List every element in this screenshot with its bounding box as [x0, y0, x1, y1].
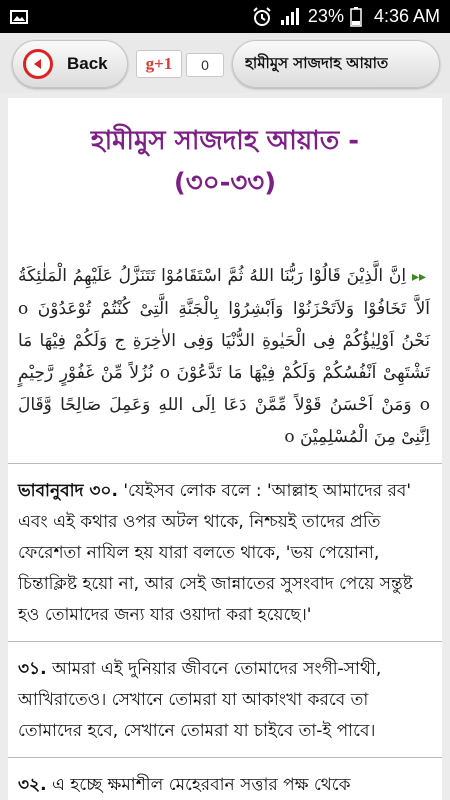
alarm-icon [252, 7, 272, 27]
paragraph-text: 'যেইসব লোক বলে : 'আল্লাহ আমাদের রব' এবং এই কথার ওপর অটল থাকে, নিশ্চয়ই তাদের প্রতি ফেরেশতা নাযিল হয় যারা বলতে থাকে, 'ভয় পেয়োনা, চিন্তাক্লিষ্ট হয়ো না, আর সেই জান্নাতের সুসংবাদ পেয়ে সন্তুষ্ট হও তোমাদের জন্য যার ওয়াদা করা হয়েছে।' [18, 481, 413, 625]
arabic-text: اِنَّ الَّذِيْنَ قَالُوْا رَبُّنَا اللهُ ثُمَّ اسْتَقَامُوْا تَتَنَزَّلُ عَلَيْهِمُ الْمَلٰئِكَةُ اَلاَّ تَخَافُوْا وَلاَتَحْزَنُوْا وَاَبْشِرُوْا بِالْجَنَّةِ الَّتِىْ كُنْتُمْ تُوْعَدُوْنَ o نَحْنُ اَوْلِيٰؤُكُمْ فِى الْحَيٰوةِ الدُّنْيَا وَفِى الاٰخِرَةِ ج وَلَكُمْ فِيْهَا مَا تَشْتَهِىْ اَنْفُسُكُمْ وَلَكُمْ فِيْهَا مَا تَدَّعُوْنَ o نُزُلاً مِّنْ غَفُوْرٍ رَّحِيْمٍ o وَمَنْ اَحْسَنُ قَوْلاً مِّمَّنْ دَعَا اِلَى اللهِ وَعَمِلَ صَالِحًا وَّقَالَ اِنَّنِىْ مِنَ الْمُسْلِمِيْنَ o [18, 266, 430, 447]
status-bar [0, 0, 450, 33]
signal-icon [280, 8, 300, 26]
gplus-count: 0 [186, 53, 224, 77]
clock: 4:36 AM [373, 6, 440, 26]
translation-paragraph [18, 476, 432, 631]
heading-line-1: হামীমুস সাজদাহ আয়াত - [90, 126, 360, 156]
gplus-button[interactable]: g+1 [136, 50, 182, 78]
back-arrow-icon [23, 49, 53, 79]
battery-icon [350, 7, 362, 27]
arabic-verse [18, 260, 430, 453]
toolbar [0, 33, 450, 93]
paragraph-text: এ হচ্ছে ক্ষমাশীল মেহেরবান সত্তার পক্ষ থেকে [46, 775, 351, 795]
section-heading [16, 120, 434, 204]
page-title-button[interactable] [232, 40, 440, 88]
divider [8, 641, 442, 642]
verse-marker-icon: ▸▸ [411, 269, 427, 285]
divider [8, 463, 442, 464]
image-icon [10, 10, 28, 24]
paragraph-label: ৩২. [18, 775, 47, 795]
page-title: হামীমুস সাজদাহ আয়াত [245, 53, 389, 72]
translation-paragraph [18, 654, 432, 747]
translation-paragraph [18, 770, 432, 800]
divider [8, 757, 442, 758]
paragraph-label: ৩১. [18, 659, 47, 679]
back-label: Back [67, 54, 108, 73]
back-button[interactable] [12, 40, 128, 88]
heading-line-2: (৩০-৩৩) [173, 168, 277, 198]
paragraph-text: আমরা এই দুনিয়ার জীবনে তোমাদের সংগী-সাথী, আখিরাতেও। সেখানে তোমরা যা আকাংখা করবে তা তোমাদের হবে, সেখানে তোমরা যা চাইবে তা-ই পাবে। [18, 659, 382, 741]
paragraph-label: ভাবানুবাদ ৩০. [18, 481, 118, 501]
content-area[interactable] [8, 98, 442, 800]
battery-percent: 23% [307, 6, 344, 26]
